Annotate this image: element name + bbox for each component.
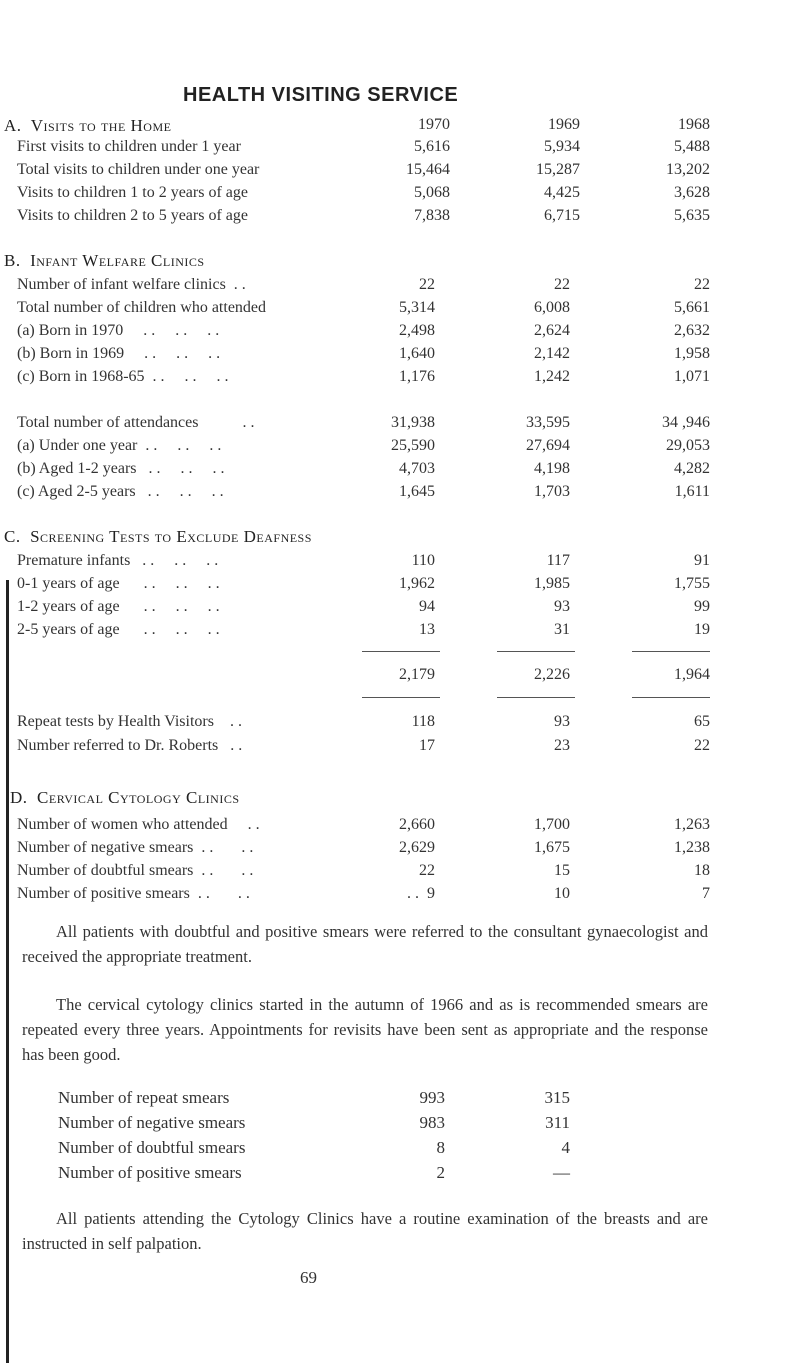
total-rule	[497, 651, 575, 652]
total-rule	[632, 651, 710, 652]
col-header-1969: 1969	[548, 116, 580, 133]
total-rule	[362, 697, 440, 698]
page-title: HEALTH VISITING SERVICE	[183, 84, 459, 106]
col-header-1968: 1968	[678, 116, 710, 133]
section-c-heading: C. Screening Tests to Exclude Deafness	[4, 527, 312, 546]
paragraph-examination: All patients attending the Cytology Clinics have a routine examination of the breasts and are instructed in self palpation.	[22, 1209, 708, 1253]
section-a-heading: A. Visits to the Home	[4, 116, 172, 135]
col-header-1970: 1970	[418, 116, 450, 133]
section-b-heading: B. Infant Welfare Clinics	[4, 251, 205, 270]
page-number: 69	[300, 1268, 317, 1287]
total-rule	[362, 651, 440, 652]
total-rule	[497, 697, 575, 698]
binding-edge-line	[6, 580, 9, 1363]
paragraph-referrals: All patients with doubtful and positive smears were referred to the consultant gynaecologist and received the appropriate treatment.	[22, 922, 708, 966]
total-rule	[632, 697, 710, 698]
paragraph-clinic-history: The cervical cytology clinics started in the autumn of 1966 and as is recommended smears are repeated every three years. Appointments for revisits have been sent as appropriate and the response has been good.	[22, 995, 708, 1064]
section-d-heading: D. Cervical Cytology Clinics	[10, 788, 240, 807]
